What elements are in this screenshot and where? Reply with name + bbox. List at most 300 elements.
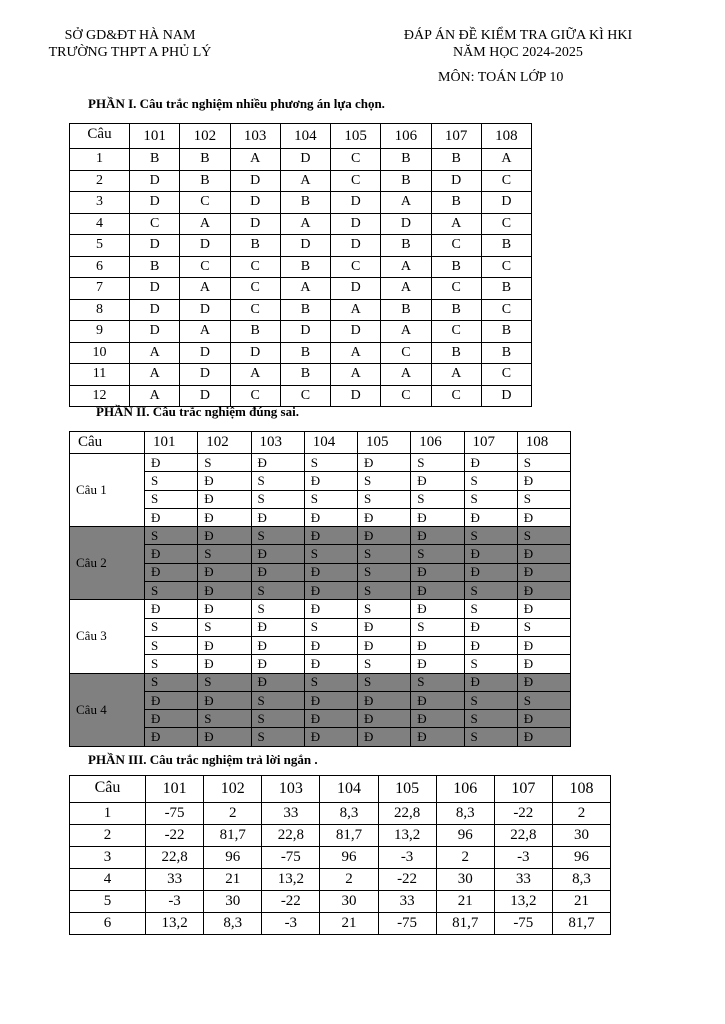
answer-cell: B: [431, 149, 481, 171]
answer-cell: 2: [436, 847, 494, 869]
question-number: 10: [70, 342, 130, 364]
answer-cell: S: [517, 691, 570, 709]
answer-cell: Đ: [411, 527, 464, 545]
question-number: 8: [70, 299, 130, 321]
answer-cell: S: [304, 454, 357, 472]
corner-header: Câu: [70, 776, 146, 803]
answer-cell: Đ: [145, 600, 198, 618]
exam-code-header: 107: [464, 432, 517, 454]
answer-cell: D: [481, 385, 531, 407]
answer-cell: 33: [146, 869, 204, 891]
exam-code-header: 108: [517, 432, 570, 454]
answer-cell: 2: [552, 803, 610, 825]
table-row: [70, 321, 532, 343]
answer-cell: -3: [494, 847, 552, 869]
answer-cell: B: [481, 235, 531, 257]
answer-cell: S: [304, 618, 357, 636]
table-row: [70, 256, 532, 278]
answer-cell: D: [130, 321, 180, 343]
question-number: 7: [70, 278, 130, 300]
answer-cell: Đ: [304, 582, 357, 600]
answer-cell: 8,3: [552, 869, 610, 891]
answer-cell: B: [431, 192, 481, 214]
answer-cell: 33: [262, 803, 320, 825]
table-header-row: [70, 124, 532, 149]
answer-cell: S: [251, 728, 304, 746]
answer-cell: 96: [204, 847, 262, 869]
answer-cell: D: [180, 342, 230, 364]
answer-cell: A: [230, 149, 280, 171]
table-row: [70, 508, 571, 526]
table-row: [70, 149, 532, 171]
answer-cell: Đ: [145, 691, 198, 709]
table-row: [70, 235, 532, 257]
exam-code-header: 102: [198, 432, 251, 454]
answer-cell: S: [358, 472, 411, 490]
answer-cell: D: [280, 235, 330, 257]
answer-cell: D: [331, 192, 381, 214]
answer-cell: Đ: [304, 600, 357, 618]
answer-cell: S: [517, 490, 570, 508]
answer-cell: B: [230, 321, 280, 343]
question-number: 3: [70, 847, 146, 869]
question-label: Câu 3: [70, 600, 145, 673]
answer-cell: A: [381, 364, 431, 386]
answer-cell: B: [381, 299, 431, 321]
answer-cell: A: [381, 321, 431, 343]
answer-cell: C: [230, 385, 280, 407]
answer-cell: C: [331, 256, 381, 278]
corner-header: Câu: [70, 432, 145, 454]
answer-cell: S: [358, 582, 411, 600]
answer-cell: Đ: [304, 636, 357, 654]
answer-cell: Đ: [304, 728, 357, 746]
answer-cell: S: [304, 545, 357, 563]
table-row: [70, 728, 571, 746]
exam-code-header: 107: [494, 776, 552, 803]
answer-cell: Đ: [464, 618, 517, 636]
question-number: 1: [70, 149, 130, 171]
answer-cell: D: [331, 278, 381, 300]
answer-cell: A: [180, 321, 230, 343]
answer-cell: Đ: [517, 728, 570, 746]
answer-cell: S: [464, 600, 517, 618]
answer-cell: D: [280, 149, 330, 171]
answer-cell: D: [280, 321, 330, 343]
answer-cell: Đ: [411, 600, 464, 618]
answer-cell: Đ: [411, 472, 464, 490]
answer-cell: A: [280, 278, 330, 300]
answer-cell: 81,7: [552, 913, 610, 935]
answer-cell: B: [280, 364, 330, 386]
exam-header: [378, 27, 658, 61]
exam-title: ĐÁP ÁN ĐỀ KIỂM TRA GIỮA KÌ HKI: [403, 28, 633, 43]
answer-cell: Đ: [517, 508, 570, 526]
answer-cell: 30: [436, 869, 494, 891]
answer-cell: 96: [436, 825, 494, 847]
answer-cell: Đ: [198, 655, 251, 673]
answer-cell: Đ: [517, 563, 570, 581]
table-row: [70, 582, 571, 600]
answer-cell: 13,2: [146, 913, 204, 935]
exam-code-header: 105: [358, 432, 411, 454]
answer-cell: B: [481, 278, 531, 300]
part1-title: PHẦN I. Câu trắc nghiệm nhiều phương án lựa chọn.: [88, 96, 385, 111]
answer-cell: Đ: [358, 710, 411, 728]
answer-cell: D: [230, 342, 280, 364]
answer-cell: B: [280, 299, 330, 321]
part1-answer-table: [69, 123, 532, 407]
exam-code-header: 104: [320, 776, 378, 803]
question-number: 3: [70, 192, 130, 214]
table-row: [70, 803, 611, 825]
table-row: [70, 563, 571, 581]
answer-cell: S: [464, 582, 517, 600]
answer-cell: S: [251, 600, 304, 618]
answer-cell: A: [180, 213, 230, 235]
answer-cell: A: [230, 364, 280, 386]
answer-cell: -75: [262, 847, 320, 869]
answer-cell: C: [481, 256, 531, 278]
answer-cell: 21: [436, 891, 494, 913]
answer-cell: -22: [494, 803, 552, 825]
answer-cell: 30: [552, 825, 610, 847]
question-number: 5: [70, 891, 146, 913]
exam-code-header: 106: [436, 776, 494, 803]
answer-cell: S: [198, 710, 251, 728]
answer-cell: 2: [320, 869, 378, 891]
answer-cell: 13,2: [494, 891, 552, 913]
answer-cell: S: [517, 454, 570, 472]
answer-cell: C: [331, 170, 381, 192]
exam-code-header: 108: [481, 124, 531, 149]
table-row: [70, 673, 571, 691]
answer-cell: -3: [262, 913, 320, 935]
exam-code-header: 106: [381, 124, 431, 149]
answer-cell: Đ: [145, 728, 198, 746]
answer-cell: 96: [552, 847, 610, 869]
answer-cell: S: [251, 691, 304, 709]
answer-cell: A: [280, 170, 330, 192]
exam-code-header: 103: [251, 432, 304, 454]
answer-cell: S: [411, 454, 464, 472]
answer-cell: 21: [204, 869, 262, 891]
answer-cell: 81,7: [436, 913, 494, 935]
part3-answer-table: [69, 775, 611, 935]
question-number: 11: [70, 364, 130, 386]
answer-cell: A: [431, 364, 481, 386]
table-row: [70, 545, 571, 563]
answer-cell: C: [431, 235, 481, 257]
table-header-row: [70, 432, 571, 454]
table-row: [70, 527, 571, 545]
answer-cell: S: [464, 472, 517, 490]
table-row: [70, 891, 611, 913]
answer-cell: A: [130, 342, 180, 364]
answer-cell: D: [180, 299, 230, 321]
answer-cell: C: [180, 256, 230, 278]
answer-cell: S: [145, 472, 198, 490]
answer-cell: -22: [262, 891, 320, 913]
answer-cell: D: [130, 299, 180, 321]
answer-cell: Đ: [251, 508, 304, 526]
answer-cell: D: [331, 235, 381, 257]
exam-code-header: 105: [378, 776, 436, 803]
table-header-row: [70, 776, 611, 803]
exam-code-header: 108: [552, 776, 610, 803]
table-row: [70, 618, 571, 636]
answer-cell: Đ: [517, 600, 570, 618]
exam-code-header: 101: [146, 776, 204, 803]
exam-code-header: 103: [230, 124, 280, 149]
answer-cell: 13,2: [378, 825, 436, 847]
school-year: NĂM HỌC 2024-2025: [453, 45, 583, 60]
answer-cell: C: [130, 213, 180, 235]
answer-cell: -75: [494, 913, 552, 935]
answer-cell: S: [145, 636, 198, 654]
answer-cell: Đ: [517, 655, 570, 673]
answer-cell: D: [431, 170, 481, 192]
answer-cell: C: [381, 342, 431, 364]
exam-code-header: 106: [411, 432, 464, 454]
answer-cell: 30: [320, 891, 378, 913]
answer-cell: D: [331, 385, 381, 407]
table-row: [70, 278, 532, 300]
table-row: [70, 869, 611, 891]
answer-cell: 81,7: [320, 825, 378, 847]
question-number: 4: [70, 869, 146, 891]
school-header: [40, 27, 220, 61]
answer-cell: -3: [146, 891, 204, 913]
answer-cell: 30: [204, 891, 262, 913]
answer-cell: S: [464, 691, 517, 709]
answer-cell: D: [130, 235, 180, 257]
answer-cell: -75: [146, 803, 204, 825]
answer-cell: 22,8: [262, 825, 320, 847]
answer-cell: B: [381, 170, 431, 192]
answer-cell: B: [130, 256, 180, 278]
answer-cell: D: [331, 321, 381, 343]
answer-cell: 8,3: [204, 913, 262, 935]
answer-cell: Đ: [411, 508, 464, 526]
answer-cell: D: [130, 278, 180, 300]
answer-cell: B: [180, 149, 230, 171]
answer-cell: 8,3: [320, 803, 378, 825]
answer-cell: Đ: [304, 472, 357, 490]
exam-code-header: 101: [145, 432, 198, 454]
answer-cell: A: [381, 192, 431, 214]
answer-cell: S: [251, 582, 304, 600]
exam-code-header: 104: [280, 124, 330, 149]
table-row: [70, 636, 571, 654]
answer-cell: Đ: [517, 472, 570, 490]
answer-cell: C: [481, 299, 531, 321]
answer-cell: D: [230, 170, 280, 192]
answer-cell: B: [230, 235, 280, 257]
answer-cell: D: [130, 192, 180, 214]
school-name: TRƯỜNG THPT A PHỦ LÝ: [48, 45, 212, 60]
answer-cell: S: [358, 545, 411, 563]
answer-cell: B: [130, 149, 180, 171]
answer-cell: 21: [552, 891, 610, 913]
exam-code-header: 103: [262, 776, 320, 803]
answer-cell: Đ: [145, 710, 198, 728]
answer-cell: Đ: [145, 545, 198, 563]
answer-cell: Đ: [358, 636, 411, 654]
answer-cell: 33: [494, 869, 552, 891]
answer-cell: Đ: [517, 545, 570, 563]
table-row: [70, 472, 571, 490]
table-row: [70, 847, 611, 869]
answer-cell: Đ: [251, 563, 304, 581]
answer-cell: S: [198, 618, 251, 636]
answer-cell: S: [145, 527, 198, 545]
answer-cell: B: [481, 342, 531, 364]
exam-code-header: 105: [331, 124, 381, 149]
answer-cell: C: [381, 385, 431, 407]
answer-cell: S: [358, 563, 411, 581]
answer-cell: S: [464, 490, 517, 508]
answer-cell: S: [411, 673, 464, 691]
answer-cell: S: [251, 490, 304, 508]
answer-cell: S: [358, 490, 411, 508]
answer-cell: Đ: [517, 710, 570, 728]
answer-cell: A: [180, 278, 230, 300]
answer-cell: Đ: [198, 490, 251, 508]
answer-cell: S: [145, 582, 198, 600]
answer-cell: A: [280, 213, 330, 235]
answer-cell: 8,3: [436, 803, 494, 825]
answer-cell: Đ: [411, 691, 464, 709]
answer-cell: S: [304, 490, 357, 508]
answer-cell: Đ: [145, 454, 198, 472]
answer-cell: A: [381, 278, 431, 300]
answer-cell: A: [130, 364, 180, 386]
answer-cell: Đ: [517, 582, 570, 600]
answer-cell: 22,8: [146, 847, 204, 869]
answer-cell: Đ: [198, 563, 251, 581]
answer-cell: A: [381, 256, 431, 278]
table-row: [70, 170, 532, 192]
answer-cell: Đ: [304, 691, 357, 709]
answer-cell: C: [481, 213, 531, 235]
answer-cell: C: [230, 256, 280, 278]
answer-cell: Đ: [198, 472, 251, 490]
corner-header: Câu: [70, 124, 130, 149]
answer-cell: S: [464, 655, 517, 673]
answer-cell: Đ: [464, 673, 517, 691]
answer-cell: S: [198, 545, 251, 563]
exam-code-header: 107: [431, 124, 481, 149]
answer-cell: C: [431, 278, 481, 300]
answer-cell: S: [251, 472, 304, 490]
answer-cell: Đ: [464, 508, 517, 526]
answer-cell: D: [130, 170, 180, 192]
table-row: [70, 913, 611, 935]
answer-cell: S: [304, 673, 357, 691]
table-row: [70, 342, 532, 364]
answer-cell: Đ: [251, 655, 304, 673]
question-label: Câu 1: [70, 454, 145, 527]
answer-cell: Đ: [411, 710, 464, 728]
question-number: 4: [70, 213, 130, 235]
table-row: [70, 490, 571, 508]
answer-cell: 22,8: [494, 825, 552, 847]
question-label: Câu 2: [70, 527, 145, 600]
exam-code-header: 101: [130, 124, 180, 149]
answer-cell: Đ: [198, 508, 251, 526]
answer-cell: C: [481, 170, 531, 192]
answer-cell: 2: [204, 803, 262, 825]
question-number: 6: [70, 913, 146, 935]
answer-cell: -3: [378, 847, 436, 869]
answer-cell: Đ: [464, 454, 517, 472]
question-number: 1: [70, 803, 146, 825]
answer-cell: Đ: [145, 508, 198, 526]
answer-cell: B: [481, 321, 531, 343]
table-row: [70, 192, 532, 214]
answer-cell: S: [198, 454, 251, 472]
answer-cell: Đ: [251, 545, 304, 563]
part2-answer-table: [69, 431, 571, 747]
answer-cell: S: [464, 710, 517, 728]
subject-line: MÔN: TOÁN LỚP 10: [438, 70, 564, 85]
exam-code-header: 102: [204, 776, 262, 803]
exam-code-header: 102: [180, 124, 230, 149]
answer-cell: Đ: [198, 691, 251, 709]
answer-cell: Đ: [358, 454, 411, 472]
answer-cell: S: [358, 655, 411, 673]
answer-cell: Đ: [464, 563, 517, 581]
answer-cell: C: [230, 299, 280, 321]
answer-cell: D: [180, 364, 230, 386]
answer-cell: Đ: [464, 636, 517, 654]
answer-cell: Đ: [411, 636, 464, 654]
answer-cell: B: [431, 342, 481, 364]
answer-cell: A: [431, 213, 481, 235]
answer-cell: S: [411, 490, 464, 508]
answer-cell: S: [145, 655, 198, 673]
answer-cell: Đ: [304, 563, 357, 581]
answer-cell: Đ: [304, 527, 357, 545]
question-number: 12: [70, 385, 130, 407]
part2-title: PHẦN II. Câu trắc nghiệm đúng sai.: [96, 404, 299, 419]
answer-cell: B: [431, 299, 481, 321]
answer-cell: C: [180, 192, 230, 214]
answer-cell: -22: [378, 869, 436, 891]
answer-cell: S: [145, 618, 198, 636]
question-number: 2: [70, 825, 146, 847]
question-number: 5: [70, 235, 130, 257]
answer-cell: Đ: [251, 618, 304, 636]
answer-cell: S: [198, 673, 251, 691]
answer-cell: S: [464, 728, 517, 746]
answer-cell: Đ: [464, 545, 517, 563]
answer-cell: S: [517, 527, 570, 545]
answer-cell: D: [381, 213, 431, 235]
answer-cell: Đ: [198, 582, 251, 600]
answer-cell: Đ: [358, 728, 411, 746]
answer-cell: A: [331, 299, 381, 321]
answer-cell: D: [230, 213, 280, 235]
answer-cell: Đ: [517, 673, 570, 691]
answer-cell: Đ: [198, 527, 251, 545]
table-row: [70, 710, 571, 728]
answer-cell: S: [358, 673, 411, 691]
answer-cell: B: [381, 149, 431, 171]
answer-cell: A: [331, 342, 381, 364]
exam-code-header: 104: [304, 432, 357, 454]
